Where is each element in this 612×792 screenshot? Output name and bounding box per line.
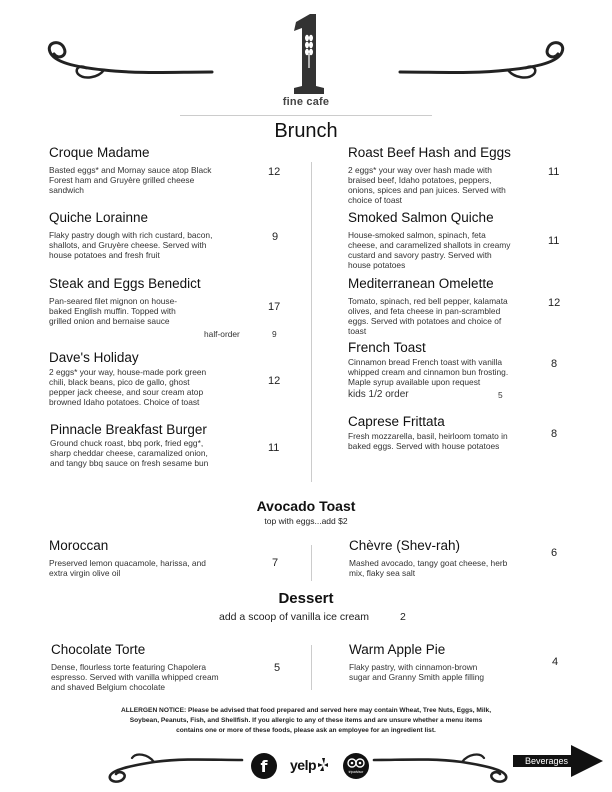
yelp-label: yelp (290, 757, 317, 773)
item-description: Cinnamon bread French toast with vanilla whipped cream and cinnamon bun frosting. Maple syrup available upon request (348, 357, 509, 387)
menu-item (51, 642, 251, 692)
item-name: Caprese Frittata (348, 414, 445, 429)
logo-subtitle: fine cafe (282, 96, 330, 108)
item-description: Mashed avocado, tangy goat cheese, herb mix, flaky sea salt (349, 558, 508, 578)
item-price: 4 (552, 656, 559, 668)
item-name: Chèvre (Shev-rah) (349, 538, 461, 553)
facebook-icon[interactable] (251, 753, 277, 779)
item-price: 6 (551, 547, 558, 559)
tripadvisor-icon[interactable] (343, 753, 369, 779)
item-description: House-smoked salmon, spinach, feta cheese, and caramelized shallots in creamy custard and savory pastry. Served with house potatoes (348, 230, 511, 270)
menu-item (348, 145, 548, 205)
menu-item (349, 538, 549, 578)
item-price: 5 (274, 662, 281, 674)
avocado-subtitle: top with eggs...add $2 (264, 516, 348, 526)
item-name: Roast Beef Hash and Eggs (348, 145, 511, 160)
header-divider (180, 115, 432, 116)
logo-numeral (286, 14, 326, 94)
swirl-bottom-left (104, 748, 244, 784)
item-price: 12 (268, 166, 281, 178)
item-description: Dense, flourless torte featuring Chapolera espresso. Served with vanilla whipped cream and shaved Belgium chocolate (51, 662, 219, 692)
brunch-column-divider (311, 162, 312, 482)
menu-item (348, 276, 548, 336)
menu-item (49, 538, 249, 578)
item-name: Warm Apple Pie (349, 642, 446, 657)
dessert-subtitle: add a scoop of vanilla ice cream (219, 611, 369, 623)
item-name: Moroccan (49, 538, 109, 553)
item-price: 9 (272, 231, 279, 243)
menu-item (49, 276, 249, 326)
section-title-avocado-toast: Avocado Toast (256, 498, 356, 514)
menu-item (49, 145, 249, 195)
item-price: 8 (551, 358, 558, 370)
item-name: Dave's Holiday (49, 350, 139, 365)
item-price: 8 (551, 428, 558, 440)
item-price: 11 (548, 166, 560, 178)
item-description: 2 eggs* your way, house-made pork green chili, black beans, pico de gallo, ghost pepper jack cheese, and sour cream atop browned Idaho potatoes. Choice of toast (49, 367, 207, 407)
item-description: Flaky pastry, with cinnamon-brown sugar and Granny Smith apple filling (349, 662, 485, 682)
item-price: 12 (268, 375, 281, 387)
half-order-label: half-order (204, 329, 240, 339)
menu-item (50, 422, 260, 468)
avocado-column-divider (311, 545, 312, 581)
item-name: French Toast (348, 340, 426, 355)
item-description: Basted eggs* and Mornay sauce atop Black Forest ham and Gruyère grilled cheese sandwich (49, 165, 212, 195)
item-price: 17 (268, 301, 281, 313)
menu-item (348, 414, 548, 451)
item-name: Smoked Salmon Quiche (348, 210, 494, 225)
tripadvisor-label: tripadvisor (348, 770, 364, 774)
dessert-column-divider (311, 645, 312, 690)
item-description: Preserved lemon quacamole, harissa, and extra virgin olive oil (49, 558, 206, 578)
swirl-bottom-right (372, 748, 512, 784)
menu-item (348, 340, 548, 387)
section-title-brunch: Brunch (274, 120, 338, 142)
item-description: Fresh mozzarella, basil, heirloom tomato in baked eggs. Served with house potatoes (348, 431, 508, 451)
half-order-price: 9 (272, 329, 277, 339)
yelp-icon[interactable] (290, 757, 329, 773)
item-description: 2 eggs* your way over hash made with braised beef, Idaho potatoes, peppers, onions, spices and pan juices. Served with choice of toast (348, 165, 506, 205)
section-title-dessert: Dessert (278, 590, 334, 607)
item-name: Croque Madame (49, 145, 150, 160)
item-name: Pinnacle Breakfast Burger (50, 422, 207, 437)
item-name: Mediterranean Omelette (348, 276, 494, 291)
allergen-notice: ALLERGEN NOTICE: Please be advised that food prepared and served here may contain Wheat, Tree Nuts, Eggs, Milk, Soybean, Peanuts, Fish, and Shellfish. If you allergic to any of these items and are unsure whether a menu items contains one or more of these foods, please ask an employee for an ingredient list. (120, 707, 492, 734)
swirl-top-left (44, 40, 214, 82)
menu-item (349, 642, 549, 682)
beverages-link[interactable] (513, 744, 605, 778)
facebook-glyph: f (260, 756, 268, 776)
item-name: Chocolate Torte (51, 642, 146, 657)
item-description: Tomato, spinach, red bell pepper, kalamata olives, and feta cheese in pan-scrambled eggs. Served with potatoes and choice of toast (348, 296, 508, 336)
dessert-subtitle-price: 2 (400, 611, 406, 623)
cafe-logo (256, 14, 356, 108)
menu-item (49, 210, 249, 260)
item-name: Steak and Eggs Benedict (49, 276, 201, 291)
beverages-label: Beverages (525, 756, 569, 766)
menu-item (49, 350, 249, 407)
item-description: Ground chuck roast, bbq pork, fried egg*, sharp cheddar cheese, caramalized onion, and tangy bbq sauce on fresh sesame bun (50, 438, 209, 468)
kids-order-label: kids 1/2 order (348, 389, 409, 400)
item-price: 7 (272, 557, 279, 569)
item-description: Pan-seared filet mignon on house- baked English muffin. Topped with grilled onion and bernaise sauce (49, 296, 178, 326)
item-price: 12 (548, 297, 561, 309)
item-price: 11 (548, 235, 560, 247)
item-price: 11 (268, 442, 280, 454)
item-name: Quiche Lorainne (49, 210, 149, 225)
menu-item (348, 210, 548, 270)
item-description: Flaky pastry dough with rich custard, bacon, shallots, and Gruyère cheese. Served with house potatoes and fresh fruit (49, 230, 213, 260)
kids-order-price: 5 (498, 390, 503, 400)
swirl-top-right (398, 40, 568, 82)
logo-numeral-text: 1 (286, 14, 287, 15)
